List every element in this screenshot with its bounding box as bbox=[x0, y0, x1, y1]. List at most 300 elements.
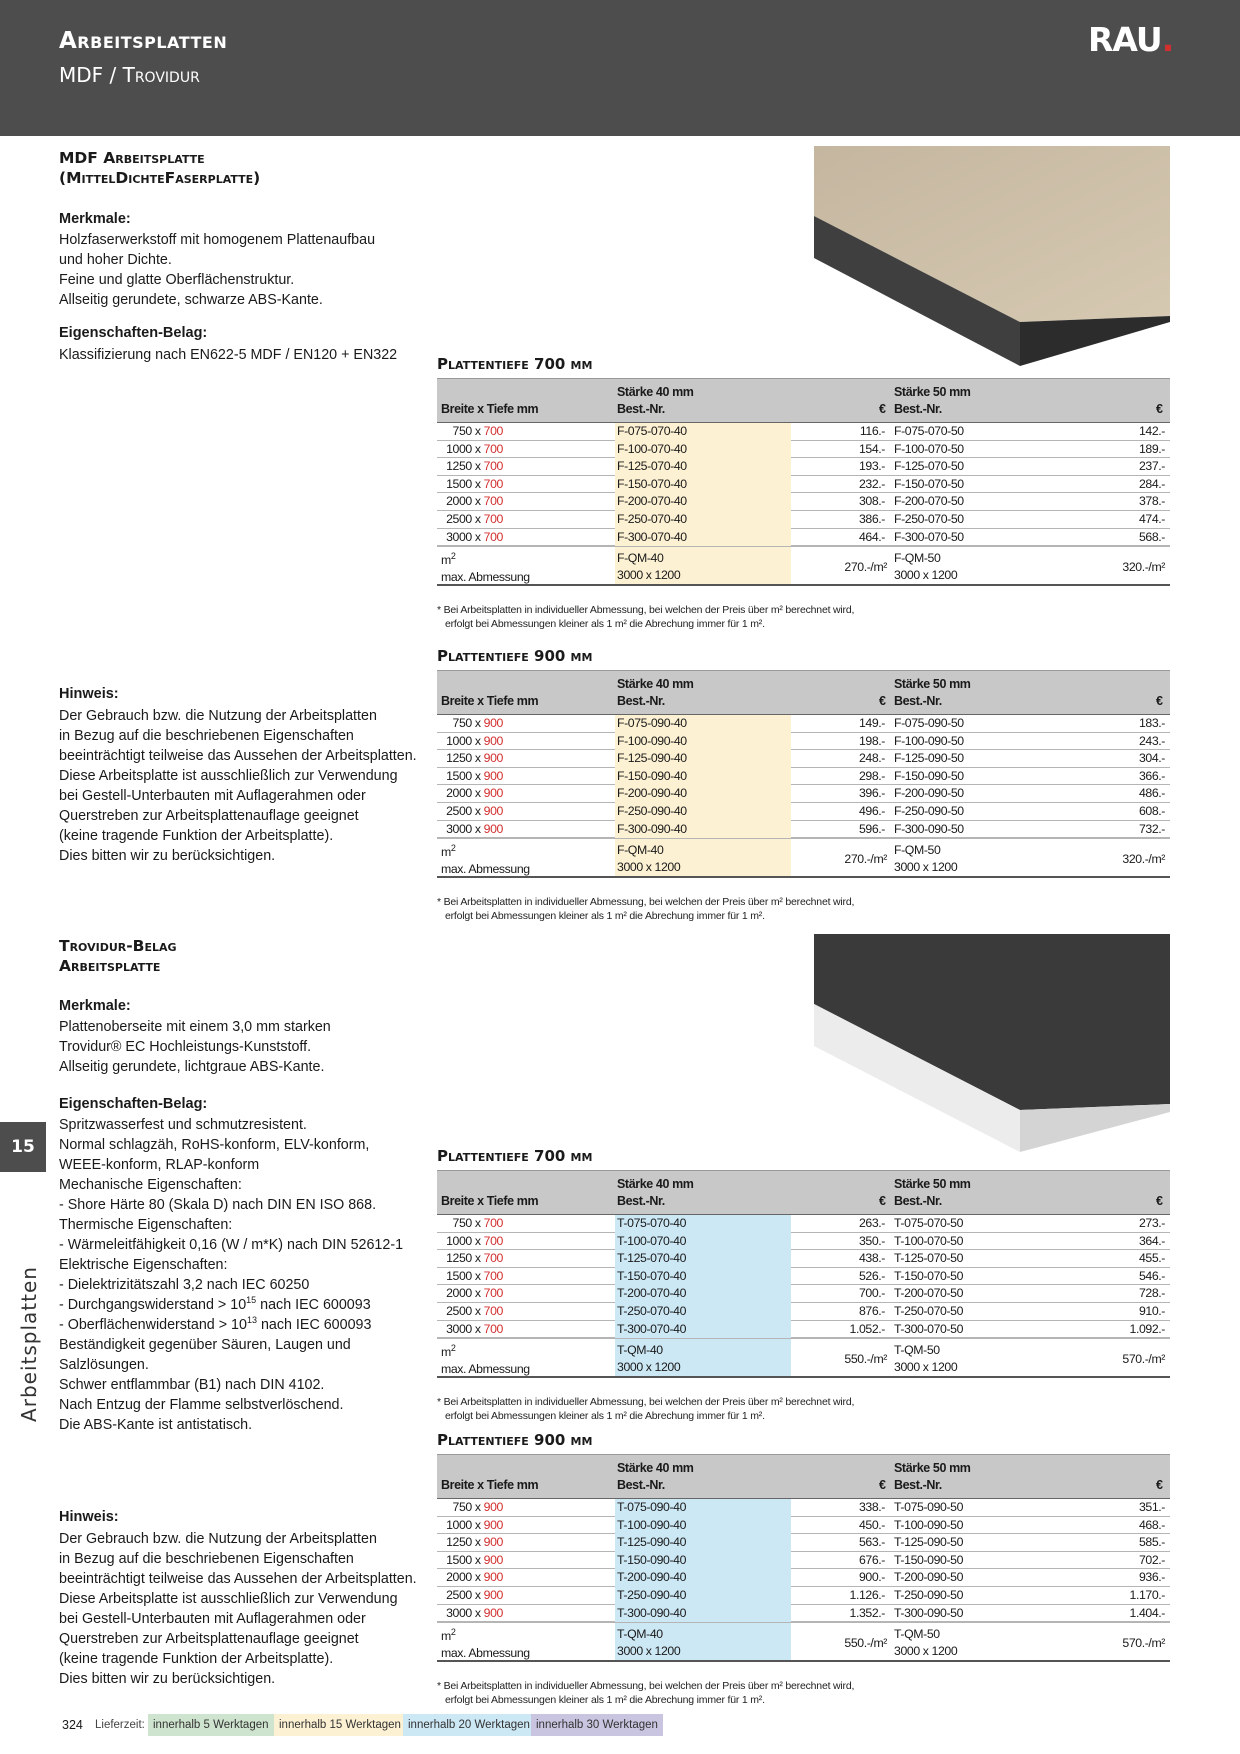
mdf-hinweis-label: Hinweis: bbox=[59, 686, 119, 702]
pricing-footnote bbox=[437, 895, 854, 923]
footnote-line: * Bei Arbeitsplatten in individueller Abmessung, bei welchen der Preis über m² berechnet wird, bbox=[437, 604, 855, 616]
max-size-label: max. Abmessung bbox=[441, 1362, 530, 1377]
price-40: 596.- bbox=[858, 821, 885, 836]
price-40: 149.- bbox=[858, 716, 885, 730]
col-thickness-40-header: Stärke 40 mm bbox=[617, 1177, 694, 1191]
trovidur-hinweis-label: Hinweis: bbox=[59, 1509, 119, 1525]
depth-value: 900 bbox=[483, 1552, 503, 1567]
table-row bbox=[437, 821, 1170, 839]
table-row bbox=[437, 1321, 1170, 1339]
depth-value: 700 bbox=[483, 476, 503, 491]
trovidur-board-icon bbox=[810, 934, 1172, 1156]
page-header bbox=[0, 0, 1240, 136]
order-number-qm-50: F-QM-50 bbox=[894, 551, 941, 566]
order-number-50: F-125-090-50 bbox=[894, 751, 964, 766]
order-number-50: T-200-070-50 bbox=[894, 1286, 964, 1301]
text-line: und hoher Dichte. bbox=[59, 252, 172, 268]
width-value: 1250 bbox=[446, 751, 472, 766]
max-size-label: max. Abmessung bbox=[441, 1646, 530, 1661]
width-value: 3000 bbox=[446, 529, 472, 544]
width-value: 1000 bbox=[446, 441, 472, 456]
max-size-50: 3000 x 1200 bbox=[894, 860, 958, 875]
width-value: 2500 bbox=[446, 803, 472, 818]
legend-5-days: innerhalb 5 Werktagen bbox=[148, 1714, 274, 1736]
order-number-40: F-200-070-40 bbox=[617, 494, 687, 509]
col-thickness-50-header: Stärke 50 mm bbox=[894, 677, 971, 691]
col-thickness-50-header: Stärke 50 mm bbox=[894, 1177, 971, 1191]
trovidur-hinweis bbox=[59, 1529, 417, 1689]
m2-text: m bbox=[441, 845, 451, 860]
width-value: 1500 bbox=[446, 1552, 472, 1567]
table-row bbox=[437, 1233, 1170, 1251]
col-price-header: € bbox=[879, 694, 886, 708]
table-header bbox=[437, 1454, 1170, 1498]
depth-value: 900 bbox=[483, 786, 503, 801]
text-line: Beständigkeit gegenüber Säuren, Laugen und bbox=[59, 1337, 351, 1353]
price-50: 608.- bbox=[1138, 803, 1165, 818]
footnote-line: * Bei Arbeitsplatten in individueller Abmessung, bei welchen der Preis über m² berechnet wird, bbox=[437, 896, 855, 908]
table-row bbox=[437, 1605, 1170, 1623]
price-50: 910.- bbox=[1138, 1303, 1165, 1318]
dimension-cell: 1500 x 900 bbox=[446, 1552, 503, 1567]
depth-value: 700 bbox=[483, 529, 503, 544]
depth-value: 700 bbox=[483, 459, 503, 474]
width-value: 1250 bbox=[446, 1535, 472, 1550]
price-40: 116.- bbox=[859, 424, 885, 438]
col-order-number-header: Best.-Nr. bbox=[617, 1194, 665, 1208]
order-number-40: T-250-090-40 bbox=[617, 1587, 687, 1602]
trovidur-merkmale bbox=[59, 1017, 331, 1077]
order-number-40: T-200-070-40 bbox=[617, 1286, 687, 1301]
table-row bbox=[437, 1268, 1170, 1286]
table-body bbox=[437, 422, 1170, 546]
chapter-label: Arbeitsplatten bbox=[17, 1266, 41, 1422]
legend-15-days: innerhalb 15 Werktagen bbox=[274, 1714, 406, 1736]
order-number-50: F-200-090-50 bbox=[894, 786, 964, 801]
order-number-50: F-075-070-50 bbox=[894, 424, 964, 438]
price-50: 455.- bbox=[1138, 1251, 1165, 1266]
table-body bbox=[437, 1498, 1170, 1622]
width-value: 1000 bbox=[446, 1233, 472, 1248]
price-50: 474.- bbox=[1138, 511, 1165, 526]
price-40: 263.- bbox=[858, 1216, 885, 1230]
mdf-title-line1: MDF Arbeitsplatte bbox=[59, 149, 205, 167]
depth-value: 700 bbox=[483, 1251, 503, 1266]
max-size-40: 3000 x 1200 bbox=[617, 568, 681, 583]
order-number-40: F-125-090-40 bbox=[617, 751, 687, 766]
width-value: 1500 bbox=[446, 768, 472, 783]
m2-label bbox=[441, 1629, 455, 1643]
price-50: 732.- bbox=[1138, 821, 1165, 836]
order-number-40: F-250-070-40 bbox=[617, 511, 687, 526]
price-50: 364.- bbox=[1138, 1233, 1165, 1248]
table-row bbox=[437, 1303, 1170, 1321]
col-order-number-header: Best.-Nr. bbox=[894, 1478, 942, 1492]
dimension-cell: 750 x 900 bbox=[452, 1500, 503, 1514]
text-line: in Bezug auf die beschriebenen Eigenschaften bbox=[59, 728, 354, 744]
price-table bbox=[437, 1454, 1170, 1662]
table-body bbox=[437, 1214, 1170, 1338]
mdf-hinweis bbox=[59, 706, 417, 866]
depth-value: 700 bbox=[483, 511, 503, 526]
order-number-50: F-250-070-50 bbox=[894, 511, 964, 526]
depth-value: 700 bbox=[483, 424, 503, 438]
price-50: 366.- bbox=[1138, 768, 1165, 783]
price-40: 900.- bbox=[858, 1570, 885, 1585]
price-50: 142.- bbox=[1138, 424, 1165, 438]
order-number-40: F-200-090-40 bbox=[617, 786, 687, 801]
table-row bbox=[437, 458, 1170, 476]
price-50: 1.170.- bbox=[1129, 1587, 1165, 1602]
footnote-line: erfolgt bei Abmessungen kleiner als 1 m² die Abrechung immer für 1 m². bbox=[445, 618, 765, 630]
order-number-50: T-125-090-50 bbox=[894, 1535, 964, 1550]
price-40: 464.- bbox=[858, 529, 885, 544]
table-row bbox=[437, 733, 1170, 751]
price-40: 876.- bbox=[858, 1303, 885, 1318]
width-value: 750 bbox=[452, 424, 472, 438]
price-40: 496.- bbox=[858, 803, 885, 818]
text-line: (keine tragende Funktion der Arbeitsplatte). bbox=[59, 828, 334, 844]
pricing-footnote bbox=[437, 1679, 854, 1707]
table-row bbox=[437, 1569, 1170, 1587]
dimension-cell: 1000 x 900 bbox=[446, 733, 503, 748]
price-50: 1.092.- bbox=[1129, 1321, 1165, 1336]
max-size-50: 3000 x 1200 bbox=[894, 1644, 958, 1659]
order-number-40: F-300-070-40 bbox=[617, 529, 687, 544]
order-number-40: F-150-090-40 bbox=[617, 768, 687, 783]
table-row bbox=[437, 715, 1170, 733]
col-order-number-header: Best.-Nr. bbox=[617, 402, 665, 416]
order-number-50: F-300-070-50 bbox=[894, 529, 964, 544]
order-number-40: T-100-090-40 bbox=[617, 1517, 687, 1532]
table-body bbox=[437, 714, 1170, 838]
depth-value: 900 bbox=[483, 768, 503, 783]
chapter-tab: 15 bbox=[0, 1122, 46, 1172]
depth-value: 700 bbox=[483, 1303, 503, 1318]
table-row bbox=[437, 476, 1170, 494]
depth-value: 700 bbox=[483, 1321, 503, 1336]
depth-value: 700 bbox=[483, 1233, 503, 1248]
mdf-title-line2: (MittelDichteFaserplatte) bbox=[59, 169, 261, 187]
m2-label bbox=[441, 1345, 455, 1359]
depth-value: 900 bbox=[483, 716, 503, 730]
price-50: 702.- bbox=[1138, 1552, 1165, 1567]
order-number-qm-40: T-QM-40 bbox=[617, 1627, 663, 1642]
col-dimension-header: Breite x Tiefe mm bbox=[441, 1478, 539, 1492]
col-price-header: € bbox=[1156, 1478, 1163, 1492]
price-40: 232.- bbox=[858, 476, 885, 491]
order-number-40: T-075-070-40 bbox=[617, 1216, 687, 1230]
col-dimension-header: Breite x Tiefe mm bbox=[441, 402, 539, 416]
table-row-per-m2 bbox=[437, 1622, 1170, 1662]
dimension-cell: 750 x 900 bbox=[452, 716, 503, 730]
table-row bbox=[437, 785, 1170, 803]
order-number-40: F-125-070-40 bbox=[617, 459, 687, 474]
order-number-50: F-075-090-50 bbox=[894, 716, 964, 730]
max-size-40: 3000 x 1200 bbox=[617, 1644, 681, 1659]
col-order-number-header: Best.-Nr. bbox=[894, 694, 942, 708]
page-number: 324 bbox=[62, 1718, 83, 1732]
dimension-cell: 1500 x 900 bbox=[446, 768, 503, 783]
depth-value: 900 bbox=[483, 1500, 503, 1514]
max-size-50: 3000 x 1200 bbox=[894, 568, 958, 583]
price-40: 154.- bbox=[858, 441, 885, 456]
width-value: 1000 bbox=[446, 733, 472, 748]
col-thickness-40-header: Stärke 40 mm bbox=[617, 385, 694, 399]
text-line: - Wärmeleitfähigkeit 0,16 (W / m*K) nach DIN 52612-1 bbox=[59, 1237, 404, 1253]
legend-20-days: innerhalb 20 Werktagen bbox=[403, 1714, 535, 1736]
price-40: 308.- bbox=[858, 494, 885, 509]
dimension-cell: 3000 x 900 bbox=[446, 1605, 503, 1620]
text-line: bei Gestell-Unterbauten mit Auflagerahmen oder bbox=[59, 1611, 366, 1627]
text-line: Salzlösungen. bbox=[59, 1357, 149, 1373]
text-line: Der Gebrauch bzw. die Nutzung der Arbeitsplatten bbox=[59, 708, 377, 724]
price-50: 378.- bbox=[1138, 494, 1165, 509]
depth-value: 700 bbox=[483, 1286, 503, 1301]
order-number-qm-40: F-QM-40 bbox=[617, 843, 664, 858]
width-value: 2500 bbox=[446, 1587, 472, 1602]
price-per-m2-50: 320.-/m² bbox=[1122, 852, 1165, 867]
m2-exponent: 2 bbox=[450, 1627, 456, 1638]
text-line: Klassifizierung nach EN622-5 MDF / EN120 + EN322 bbox=[59, 347, 398, 363]
price-50: 237.- bbox=[1138, 459, 1165, 474]
col-price-header: € bbox=[1156, 1194, 1163, 1208]
depth-value: 700 bbox=[483, 1216, 503, 1230]
footnote-line: erfolgt bei Abmessungen kleiner als 1 m² die Abrechung immer für 1 m². bbox=[445, 1410, 765, 1422]
price-50: 486.- bbox=[1138, 786, 1165, 801]
text-line: - Dielektrizitätszahl 3,2 nach IEC 60250 bbox=[59, 1277, 310, 1293]
price-per-m2-50: 570.-/m² bbox=[1122, 1352, 1165, 1367]
text-line: (keine tragende Funktion der Arbeitsplatte). bbox=[59, 1651, 334, 1667]
text-line: Mechanische Eigenschaften: bbox=[59, 1177, 242, 1193]
price-40: 450.- bbox=[858, 1517, 885, 1532]
order-number-40: T-150-070-40 bbox=[617, 1268, 687, 1283]
width-value: 1500 bbox=[446, 1268, 472, 1283]
order-number-40: F-075-090-40 bbox=[617, 716, 687, 730]
price-40: 298.- bbox=[858, 768, 885, 783]
order-number-50: T-250-090-50 bbox=[894, 1587, 964, 1602]
text-line: beeinträchtigt teilweise das Aussehen der Arbeitsplatten. bbox=[59, 1571, 417, 1587]
order-number-40: F-075-070-40 bbox=[617, 424, 687, 438]
order-number-qm-40: F-QM-40 bbox=[617, 551, 664, 566]
table-header bbox=[437, 670, 1170, 714]
table-row bbox=[437, 1534, 1170, 1552]
price-per-m2-50: 320.-/m² bbox=[1122, 560, 1165, 575]
table-row bbox=[437, 1587, 1170, 1605]
mdf-title bbox=[59, 148, 260, 188]
text-line: Diese Arbeitsplatte ist ausschließlich zur Verwendung bbox=[59, 1591, 398, 1607]
text-line: Elektrische Eigenschaften: bbox=[59, 1257, 228, 1273]
price-per-m2-40: 550.-/m² bbox=[844, 1636, 887, 1651]
table-header bbox=[437, 378, 1170, 422]
order-number-qm-50: T-QM-50 bbox=[894, 1627, 940, 1642]
order-number-50: F-300-090-50 bbox=[894, 821, 964, 836]
trovidur-eigenschaften bbox=[59, 1115, 403, 1435]
order-number-50: F-150-090-50 bbox=[894, 768, 964, 783]
depth-value: 900 bbox=[483, 1570, 503, 1585]
order-number-40: T-075-090-40 bbox=[617, 1500, 687, 1514]
text-line: Nach Entzug der Flamme selbstverlöschend. bbox=[59, 1397, 344, 1413]
dimension-cell: 1250 x 700 bbox=[446, 1251, 503, 1266]
col-price-header: € bbox=[879, 402, 886, 416]
price-40: 438.- bbox=[858, 1251, 885, 1266]
price-50: 728.- bbox=[1138, 1286, 1165, 1301]
table-row-per-m2 bbox=[437, 1338, 1170, 1378]
table-row bbox=[437, 1552, 1170, 1570]
rau-logo bbox=[1088, 20, 1173, 59]
order-number-40: F-100-070-40 bbox=[617, 441, 687, 456]
dimension-cell: 2000 x 700 bbox=[446, 1286, 503, 1301]
text-line: Querstreben zur Arbeitsplattenauflage geeignet bbox=[59, 808, 359, 824]
col-price-header: € bbox=[1156, 694, 1163, 708]
price-40: 193.- bbox=[858, 459, 885, 474]
order-number-40: F-300-090-40 bbox=[617, 821, 687, 836]
price-50: 304.- bbox=[1138, 751, 1165, 766]
table-row bbox=[437, 1499, 1170, 1517]
col-price-header: € bbox=[1156, 402, 1163, 416]
order-number-40: T-250-070-40 bbox=[617, 1303, 687, 1318]
table-row bbox=[437, 529, 1170, 547]
text-line: Thermische Eigenschaften: bbox=[59, 1217, 233, 1233]
col-order-number-header: Best.-Nr. bbox=[894, 402, 942, 416]
order-number-40: T-200-090-40 bbox=[617, 1570, 687, 1585]
text-line: - Shore Härte 80 (Skala D) nach DIN EN ISO 868. bbox=[59, 1197, 377, 1213]
m2-text: m bbox=[441, 1629, 451, 1644]
price-50: 284.- bbox=[1138, 476, 1165, 491]
table-row bbox=[437, 768, 1170, 786]
order-number-50: T-100-090-50 bbox=[894, 1517, 964, 1532]
text-line: in Bezug auf die beschriebenen Eigenschaften bbox=[59, 1551, 354, 1567]
m2-exponent: 2 bbox=[450, 551, 456, 562]
price-40: 1.052.- bbox=[849, 1321, 885, 1336]
width-value: 750 bbox=[452, 1500, 472, 1514]
width-value: 3000 bbox=[446, 821, 472, 836]
footnote-line: * Bei Arbeitsplatten in individueller Abmessung, bei welchen der Preis über m² berechnet wird, bbox=[437, 1396, 855, 1408]
text-line: Querstreben zur Arbeitsplattenauflage geeignet bbox=[59, 1631, 359, 1647]
order-number-50: T-200-090-50 bbox=[894, 1570, 964, 1585]
price-50: 183.- bbox=[1138, 716, 1165, 730]
order-number-40: F-150-070-40 bbox=[617, 476, 687, 491]
order-number-50: T-150-090-50 bbox=[894, 1552, 964, 1567]
max-size-40: 3000 x 1200 bbox=[617, 1360, 681, 1375]
width-value: 2000 bbox=[446, 494, 472, 509]
table-row bbox=[437, 803, 1170, 821]
depth-value: 900 bbox=[483, 1535, 503, 1550]
order-number-50: T-150-070-50 bbox=[894, 1268, 964, 1283]
text-part: - Durchgangswiderstand > 10 bbox=[59, 1297, 247, 1313]
mdf-board-icon bbox=[810, 146, 1172, 368]
price-50: 243.- bbox=[1138, 733, 1165, 748]
col-thickness-40-header: Stärke 40 mm bbox=[617, 1461, 694, 1475]
price-per-m2-40: 270.-/m² bbox=[844, 852, 887, 867]
logo-text: RAU bbox=[1088, 20, 1162, 59]
footnote-line: erfolgt bei Abmessungen kleiner als 1 m² die Abrechung immer für 1 m². bbox=[445, 910, 765, 922]
order-number-50: F-200-070-50 bbox=[894, 494, 964, 509]
price-table bbox=[437, 378, 1170, 586]
width-value: 1500 bbox=[446, 476, 472, 491]
text-line: Allseitig gerundete, schwarze ABS-Kante. bbox=[59, 292, 323, 308]
text-line: WEEE-konform, RLAP-konform bbox=[59, 1157, 260, 1173]
table-row bbox=[437, 1250, 1170, 1268]
price-50: 936.- bbox=[1138, 1570, 1165, 1585]
dimension-cell: 2500 x 700 bbox=[446, 1303, 503, 1318]
width-value: 2500 bbox=[446, 1303, 472, 1318]
table-row bbox=[437, 423, 1170, 441]
mdf-eigenschaften bbox=[59, 345, 397, 365]
exponent: 15 bbox=[246, 1295, 257, 1306]
table-row bbox=[437, 750, 1170, 768]
page-title: Arbeitsplatten bbox=[59, 28, 228, 54]
depth-value: 700 bbox=[483, 494, 503, 509]
col-thickness-50-header: Stärke 50 mm bbox=[894, 385, 971, 399]
exponent: 13 bbox=[246, 1315, 257, 1326]
col-thickness-40-header: Stärke 40 mm bbox=[617, 677, 694, 691]
text-part: - Oberflächenwiderstand > 10 bbox=[59, 1317, 247, 1333]
order-number-40: F-100-090-40 bbox=[617, 733, 687, 748]
depth-value: 900 bbox=[483, 733, 503, 748]
text-line: Der Gebrauch bzw. die Nutzung der Arbeitsplatten bbox=[59, 1531, 377, 1547]
price-50: 1.404.- bbox=[1129, 1605, 1165, 1620]
trovidur-merkmale-label: Merkmale: bbox=[59, 998, 131, 1014]
text-line: Holzfaserwerkstoff mit homogenem Plattenaufbau bbox=[59, 232, 376, 248]
max-size-label: max. Abmessung bbox=[441, 862, 530, 877]
order-number-50: T-300-090-50 bbox=[894, 1605, 964, 1620]
trovidur-title-line2: Arbeitsplatte bbox=[59, 957, 161, 975]
footnote-line: * Bei Arbeitsplatten in individueller Abmessung, bei welchen der Preis über m² berechnet wird, bbox=[437, 1680, 855, 1692]
width-value: 1000 bbox=[446, 1517, 472, 1532]
m2-text: m bbox=[441, 1345, 451, 1360]
text-line bbox=[59, 1295, 403, 1315]
m2-label bbox=[441, 553, 455, 567]
price-40: 338.- bbox=[858, 1500, 885, 1514]
page-subtitle: MDF / Trovidur bbox=[59, 63, 200, 87]
dimension-cell: 1250 x 900 bbox=[446, 1535, 503, 1550]
text-line: beeinträchtigt teilweise das Aussehen der Arbeitsplatten. bbox=[59, 748, 417, 764]
text-line: Feine und glatte Oberflächenstruktur. bbox=[59, 272, 295, 288]
trovidur-title-line1: Trovidur-Belag bbox=[59, 937, 177, 955]
width-value: 2500 bbox=[446, 511, 472, 526]
max-size-50: 3000 x 1200 bbox=[894, 1360, 958, 1375]
price-40: 700.- bbox=[858, 1286, 885, 1301]
price-table bbox=[437, 670, 1170, 878]
dimension-cell: 2500 x 900 bbox=[446, 803, 503, 818]
width-value: 2000 bbox=[446, 1286, 472, 1301]
order-number-50: T-075-070-50 bbox=[894, 1216, 964, 1230]
width-value: 750 bbox=[452, 716, 472, 730]
mdf-merkmale bbox=[59, 230, 375, 310]
dimension-cell: 2500 x 700 bbox=[446, 511, 503, 526]
price-50: 273.- bbox=[1138, 1216, 1165, 1230]
dimension-cell: 3000 x 700 bbox=[446, 1321, 503, 1336]
max-size-label: max. Abmessung bbox=[441, 570, 530, 585]
m2-exponent: 2 bbox=[450, 843, 456, 854]
width-value: 2000 bbox=[446, 1570, 472, 1585]
depth-value: 900 bbox=[483, 1605, 503, 1620]
depth-value: 900 bbox=[483, 821, 503, 836]
price-50: 546.- bbox=[1138, 1268, 1165, 1283]
depth-value: 900 bbox=[483, 1517, 503, 1532]
table-row bbox=[437, 1517, 1170, 1535]
table-row bbox=[437, 441, 1170, 459]
order-number-50: F-250-090-50 bbox=[894, 803, 964, 818]
width-value: 750 bbox=[452, 1216, 472, 1230]
text-line: Schwer entflammbar (B1) nach DIN 4102. bbox=[59, 1377, 325, 1393]
dimension-cell: 750 x 700 bbox=[452, 424, 503, 438]
dimension-cell: 3000 x 900 bbox=[446, 821, 503, 836]
price-table bbox=[437, 1170, 1170, 1378]
order-number-40: T-125-070-40 bbox=[617, 1251, 687, 1266]
order-number-40: T-300-090-40 bbox=[617, 1605, 687, 1620]
